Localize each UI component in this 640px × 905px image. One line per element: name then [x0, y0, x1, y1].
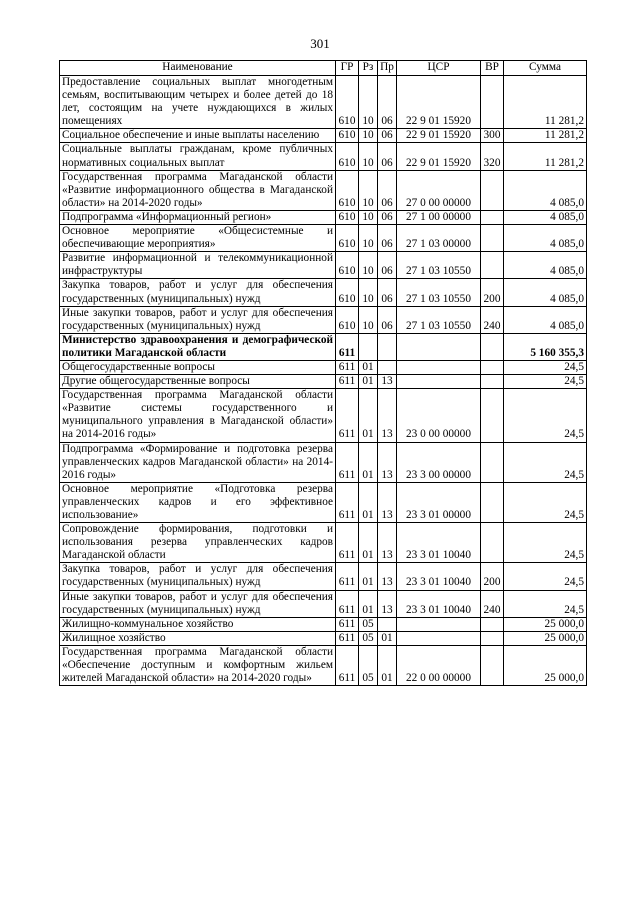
row-sum: 5 160 355,3	[504, 333, 587, 360]
table-row	[60, 631, 587, 645]
row-name: Основное мероприятие «Общесистемные и обеспечивающие мероприятия»	[60, 225, 336, 252]
row-vr	[481, 442, 504, 482]
row-pr: 13	[378, 482, 397, 522]
row-sum: 24,5	[504, 389, 587, 442]
row-vr	[481, 225, 504, 252]
row-rz: 10	[359, 129, 378, 143]
table-row	[60, 590, 587, 617]
row-sum: 24,5	[504, 482, 587, 522]
row-rz: 01	[359, 375, 378, 389]
row-vr	[481, 523, 504, 563]
table-row	[60, 375, 587, 389]
row-pr: 06	[378, 225, 397, 252]
table-row	[60, 563, 587, 590]
row-rz: 01	[359, 563, 378, 590]
row-rz: 01	[359, 482, 378, 522]
row-rz: 01	[359, 442, 378, 482]
row-vr: 240	[481, 590, 504, 617]
row-name: Иные закупки товаров, работ и услуг для обеспечения государственных (муниципальных) нужд	[60, 590, 336, 617]
row-rz	[359, 333, 378, 360]
header-name: Наименование	[60, 61, 336, 76]
row-vr	[481, 360, 504, 374]
row-gr: 611	[336, 442, 359, 482]
row-pr: 06	[378, 210, 397, 224]
budget-table	[59, 60, 587, 686]
row-csr	[397, 617, 481, 631]
row-csr: 23 3 01 00000	[397, 482, 481, 522]
row-pr	[378, 360, 397, 374]
row-gr: 610	[336, 210, 359, 224]
row-vr	[481, 375, 504, 389]
row-rz: 10	[359, 252, 378, 279]
row-gr: 611	[336, 333, 359, 360]
row-rz: 01	[359, 360, 378, 374]
row-sum: 11 281,2	[504, 76, 587, 129]
row-pr: 13	[378, 389, 397, 442]
row-csr: 27 1 03 10550	[397, 306, 481, 333]
row-csr: 27 1 03 10550	[397, 279, 481, 306]
row-gr: 610	[336, 76, 359, 129]
row-vr	[481, 482, 504, 522]
row-pr: 06	[378, 252, 397, 279]
row-name: Основное мероприятие «Подготовка резерва управленческих кадров и его эффективное использование»	[60, 482, 336, 522]
row-sum: 25 000,0	[504, 617, 587, 631]
table-row	[60, 143, 587, 170]
header-pr: Пр	[378, 61, 397, 76]
table-row	[60, 129, 587, 143]
row-pr: 13	[378, 523, 397, 563]
row-name: Закупка товаров, работ и услуг для обеспечения государственных (муниципальных) нужд	[60, 279, 336, 306]
row-sum: 11 281,2	[504, 143, 587, 170]
row-csr: 23 0 00 00000	[397, 389, 481, 442]
row-csr	[397, 360, 481, 374]
row-pr: 06	[378, 76, 397, 129]
row-sum: 4 085,0	[504, 306, 587, 333]
header-gr: ГР	[336, 61, 359, 76]
table-row	[60, 225, 587, 252]
table-row	[60, 523, 587, 563]
row-pr: 13	[378, 442, 397, 482]
row-pr: 13	[378, 375, 397, 389]
row-pr: 01	[378, 631, 397, 645]
row-pr: 13	[378, 590, 397, 617]
row-gr: 611	[336, 563, 359, 590]
row-csr: 27 1 00 00000	[397, 210, 481, 224]
row-name: Социальные выплаты гражданам, кроме публичных нормативных социальных выплат	[60, 143, 336, 170]
row-pr: 06	[378, 143, 397, 170]
table-row	[60, 333, 587, 360]
table-row	[60, 279, 587, 306]
row-gr: 610	[336, 279, 359, 306]
row-sum: 25 000,0	[504, 645, 587, 685]
row-csr: 27 0 00 00000	[397, 170, 481, 210]
table-row	[60, 210, 587, 224]
row-vr: 300	[481, 129, 504, 143]
row-gr: 610	[336, 225, 359, 252]
row-gr: 611	[336, 375, 359, 389]
row-vr	[481, 333, 504, 360]
row-pr: 06	[378, 129, 397, 143]
row-csr: 23 3 01 10040	[397, 563, 481, 590]
row-rz: 05	[359, 645, 378, 685]
row-gr: 610	[336, 306, 359, 333]
row-sum: 4 085,0	[504, 225, 587, 252]
row-vr	[481, 617, 504, 631]
row-gr: 611	[336, 631, 359, 645]
row-rz: 10	[359, 279, 378, 306]
row-sum: 24,5	[504, 563, 587, 590]
row-name: Социальное обеспечение и иные выплаты населению	[60, 129, 336, 143]
header-sum: Сумма	[504, 61, 587, 76]
header-vr: ВР	[481, 61, 504, 76]
row-vr: 200	[481, 563, 504, 590]
row-name: Жилищное хозяйство	[60, 631, 336, 645]
table-row	[60, 306, 587, 333]
row-gr: 611	[336, 617, 359, 631]
row-sum: 4 085,0	[504, 210, 587, 224]
row-rz: 10	[359, 143, 378, 170]
row-gr: 610	[336, 252, 359, 279]
row-pr	[378, 617, 397, 631]
row-gr: 610	[336, 129, 359, 143]
row-rz: 10	[359, 76, 378, 129]
row-csr: 23 3 00 00000	[397, 442, 481, 482]
row-name: Другие общегосударственные вопросы	[60, 375, 336, 389]
table-row	[60, 360, 587, 374]
row-rz: 01	[359, 523, 378, 563]
row-rz: 01	[359, 590, 378, 617]
row-csr	[397, 375, 481, 389]
row-vr: 200	[481, 279, 504, 306]
row-csr: 22 0 00 00000	[397, 645, 481, 685]
row-name: Подпрограмма «Формирование и подготовка резерва управленческих кадров Магаданской области» на 2014-2016 годы»	[60, 442, 336, 482]
row-name: Предоставление социальных выплат многодетным семьям, воспитывающим четырех и более детей до 18 лет, состоящим на учете нуждающихся в жилых помещениях	[60, 76, 336, 129]
row-name: Общегосударственные вопросы	[60, 360, 336, 374]
row-gr: 611	[336, 590, 359, 617]
row-vr	[481, 631, 504, 645]
table-row	[60, 617, 587, 631]
row-vr	[481, 76, 504, 129]
row-vr	[481, 645, 504, 685]
row-pr: 13	[378, 563, 397, 590]
row-rz: 05	[359, 631, 378, 645]
row-vr	[481, 389, 504, 442]
row-gr: 611	[336, 482, 359, 522]
row-name: Государственная программа Магаданской области «Развитие информационного общества в Магаданской области» на 2014-2020 годы»	[60, 170, 336, 210]
row-sum: 24,5	[504, 590, 587, 617]
row-gr: 610	[336, 170, 359, 210]
row-gr: 610	[336, 143, 359, 170]
row-name: Сопровождение формирования, подготовки и использования резерва управленческих кадров Магаданской области	[60, 523, 336, 563]
header-csr: ЦСР	[397, 61, 481, 76]
row-sum: 24,5	[504, 442, 587, 482]
table-row	[60, 252, 587, 279]
table-row	[60, 482, 587, 522]
row-rz: 10	[359, 170, 378, 210]
row-vr	[481, 252, 504, 279]
row-csr	[397, 631, 481, 645]
row-gr: 611	[336, 523, 359, 563]
row-gr: 611	[336, 360, 359, 374]
row-name: Иные закупки товаров, работ и услуг для обеспечения государственных (муниципальных) нужд	[60, 306, 336, 333]
table-row	[60, 645, 587, 685]
row-name: Министерство здравоохранения и демографической политики Магаданской области	[60, 333, 336, 360]
row-pr: 06	[378, 306, 397, 333]
row-csr: 22 9 01 15920	[397, 76, 481, 129]
row-sum: 25 000,0	[504, 631, 587, 645]
row-gr: 611	[336, 389, 359, 442]
row-name: Государственная программа Магаданской области «Обеспечение доступным и комфортным жильем жителей Магаданской области» на 2014-2020 годы»	[60, 645, 336, 685]
row-rz: 05	[359, 617, 378, 631]
row-sum: 4 085,0	[504, 252, 587, 279]
row-vr	[481, 170, 504, 210]
row-csr: 23 3 01 10040	[397, 523, 481, 563]
table-row	[60, 389, 587, 442]
row-name: Закупка товаров, работ и услуг для обеспечения государственных (муниципальных) нужд	[60, 563, 336, 590]
row-csr: 22 9 01 15920	[397, 143, 481, 170]
row-pr: 06	[378, 170, 397, 210]
row-csr: 23 3 01 10040	[397, 590, 481, 617]
row-gr: 611	[336, 645, 359, 685]
row-name: Государственная программа Магаданской области «Развитие системы государственного и муниципального управления в Магаданской области» на 2014-2016 годы»	[60, 389, 336, 442]
row-pr: 01	[378, 645, 397, 685]
row-rz: 01	[359, 389, 378, 442]
row-sum: 4 085,0	[504, 170, 587, 210]
row-rz: 10	[359, 225, 378, 252]
row-rz: 10	[359, 210, 378, 224]
row-vr: 240	[481, 306, 504, 333]
table-row	[60, 170, 587, 210]
row-csr: 27 1 03 10550	[397, 252, 481, 279]
row-sum: 24,5	[504, 523, 587, 563]
table-header-row	[60, 61, 587, 76]
row-sum: 11 281,2	[504, 129, 587, 143]
row-rz: 10	[359, 306, 378, 333]
row-pr: 06	[378, 279, 397, 306]
row-sum: 4 085,0	[504, 279, 587, 306]
row-name: Развитие информационной и телекоммуникационной инфраструктуры	[60, 252, 336, 279]
row-name: Подпрограмма «Информационный регион»	[60, 210, 336, 224]
header-rz: Рз	[359, 61, 378, 76]
row-vr	[481, 210, 504, 224]
row-csr: 22 9 01 15920	[397, 129, 481, 143]
row-vr: 320	[481, 143, 504, 170]
page-number: 301	[310, 36, 330, 51]
table-row	[60, 442, 587, 482]
row-sum: 24,5	[504, 360, 587, 374]
row-csr	[397, 333, 481, 360]
row-name: Жилищно-коммунальное хозяйство	[60, 617, 336, 631]
row-pr	[378, 333, 397, 360]
table-row	[60, 76, 587, 129]
row-sum: 24,5	[504, 375, 587, 389]
row-csr: 27 1 03 00000	[397, 225, 481, 252]
